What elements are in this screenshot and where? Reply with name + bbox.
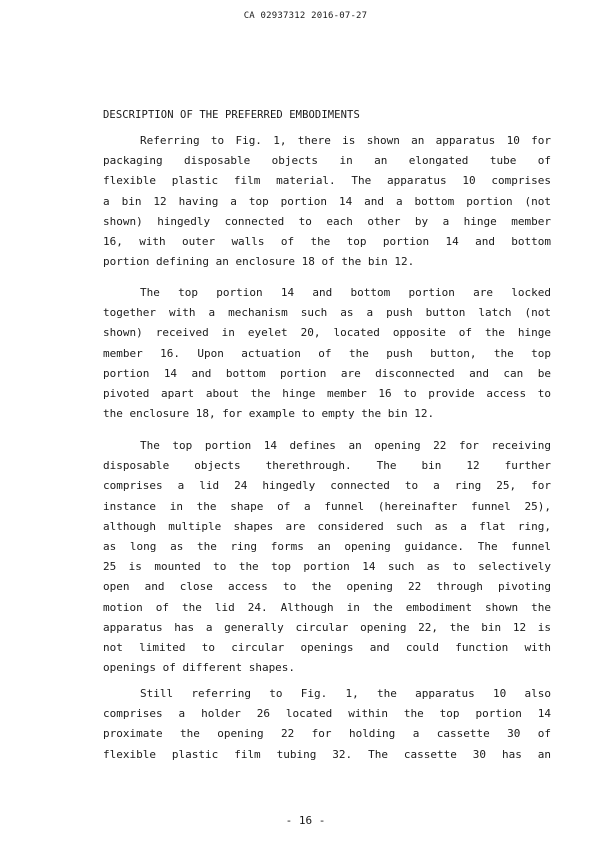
- text-line: motion of the lid 24. Although in the embodiment shown the: [103, 600, 551, 614]
- text-line: as long as the ring forms an opening guidance. The funnel: [103, 539, 551, 553]
- text-line: member 16. Upon actuation of the push button, the top: [103, 346, 551, 360]
- paragraph-2: [103, 283, 551, 424]
- text-line: proximate the opening 22 for holding a cassette 30 of: [103, 727, 551, 741]
- text-line: a bin 12 having a top portion 14 and a bottom portion (not: [103, 194, 551, 208]
- text-line: shown) received in eyelet 20, located opposite of the hinge: [103, 326, 551, 340]
- page-number: - 16 -: [285, 814, 326, 827]
- text-line: disposable objects therethrough. The bin 12 further: [103, 459, 551, 473]
- text-line: flexible plastic film material. The apparatus 10 comprises: [103, 174, 551, 188]
- text-line: comprises a lid 24 hingedly connected to a ring 25, for: [103, 479, 551, 493]
- text-line: 25 is mounted to the top portion 14 such as to selectively: [103, 560, 551, 574]
- document-header: CA 02937312 2016-07-27: [243, 11, 368, 21]
- text-line: Still referring to Fig. 1, the apparatus 10 also: [140, 687, 551, 700]
- text-line: Referring to Fig. 1, there is shown an apparatus 10 for: [140, 134, 551, 147]
- text-line: portion 14 and bottom portion are disconnected and can be: [103, 366, 551, 380]
- text-line: the enclosure 18, for example to empty the bin 12.: [103, 407, 435, 421]
- text-line: instance in the shape of a funnel (hereinafter funnel 25),: [103, 499, 551, 513]
- text-line: The top portion 14 defines an opening 22 for receiving: [140, 439, 551, 452]
- text-line: flexible plastic film tubing 32. The cassette 30 has an: [103, 747, 551, 761]
- text-line: portion defining an enclosure 18 of the bin 12.: [103, 255, 415, 269]
- text-line: The top portion 14 and bottom portion are locked: [140, 286, 551, 299]
- text-line: open and close access to the opening 22 through pivoting: [103, 580, 551, 594]
- text-line: packaging disposable objects in an elongated tube of: [103, 154, 551, 168]
- text-line: openings of different shapes.: [103, 661, 296, 675]
- paragraph-1: [103, 131, 551, 272]
- text-line: pivoted apart about the hinge member 16 to provide access to: [103, 386, 551, 400]
- text-line: not limited to circular openings and could function with: [103, 640, 551, 654]
- text-line: 16, with outer walls of the top portion 14 and bottom: [103, 234, 551, 248]
- text-line: apparatus has a generally circular opening 22, the bin 12 is: [103, 620, 551, 634]
- text-line: shown) hingedly connected to each other by a hinge member: [103, 214, 551, 228]
- text-line: comprises a holder 26 located within the top portion 14: [103, 707, 551, 721]
- section-heading: DESCRIPTION OF THE PREFERRED EMBODIMENTS: [103, 109, 360, 121]
- text-line: together with a mechanism such as a push button latch (not: [103, 306, 551, 320]
- paragraph-4: [103, 684, 551, 765]
- paragraph-3: [103, 436, 551, 678]
- text-line: although multiple shapes are considered such as a flat ring,: [103, 519, 551, 533]
